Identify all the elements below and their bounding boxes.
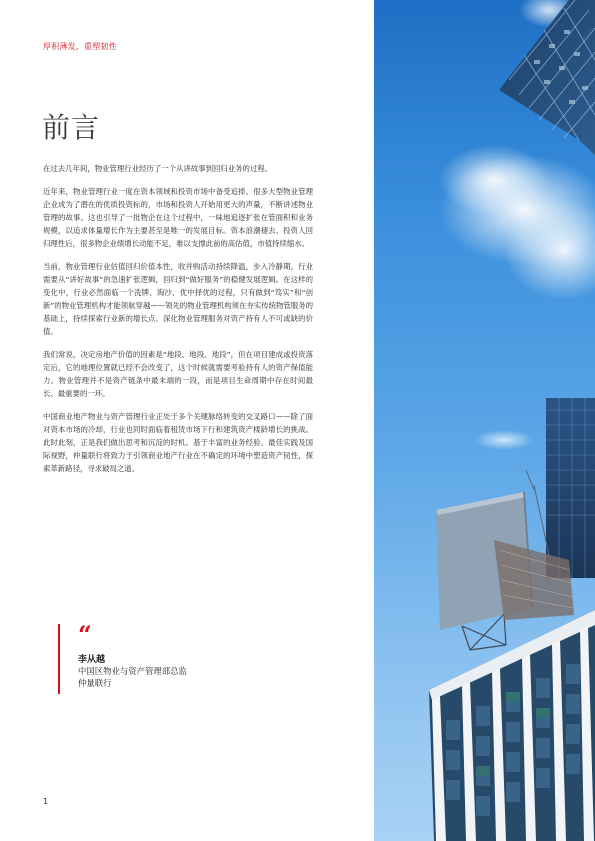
paragraph: 在过去几年间，物业管理行业经历了一个从讲故事到回归业务的过程。	[43, 164, 273, 173]
city-skyline-photo	[374, 0, 595, 841]
paragraph: 近年来，物业管理行业一度在资本领域和投资市场中备受追捧。很多大型物业管理企业成为了潜在的优质投资标的，市场和投资人开始用更大的声量，不断讲述物业管理的故事。这也引导了一批物企在这个过程中，一味地追逐扩张在管面积和业务规模，以追求体量增长作为主要甚至是唯一的发展目标。资本浪潮褪去、投资人回归理性后，很多物企业绩增长动能不足，难以支撑此前的高估值，市值持续缩水。	[43, 187, 313, 248]
skyline-illustration	[374, 0, 595, 841]
header-tagline: 厚积薄发，重塑韧性	[43, 42, 117, 51]
page-number: 1	[43, 797, 49, 806]
quote-author-company: 仲量联行	[78, 678, 112, 688]
body-text	[43, 162, 313, 485]
quote-author-name: 李从越	[78, 655, 106, 665]
paragraph: 中国商业地产物业与资产管理行业正处于多个关键脉络转变的交叉路口——除了面对资本市场的冷却，行业也同时面临着租赁市场下行和建筑资产楼龄增长的挑战。此时此刻，正是我们做出思考和沉淀的时机。基于丰富的业务经验、最佳实践及国际视野，仲量联行将致力于引领商业地产行业在不确定的环境中塑造资产韧性，探索革新路径，寻求破局之道。	[43, 412, 313, 473]
paragraph: 我们常说，决定房地产价值的因素是“地段、地段、地段”，但在项目建成或投资落定后，它的地理位置就已经不会改变了，这个时候就需要考验持有人的资产保值能力。物业管理并不是资产链条中最末端的一段，而是项目生命周期中存在时间最长、最重要的一环。	[43, 350, 313, 398]
page-title: 前言	[42, 111, 101, 144]
quote-author-role: 中国区物业与资产管理部总监	[78, 666, 187, 676]
quote-mark-icon: “	[78, 620, 92, 649]
paragraph: 当前，物业管理行业估值回归价值本性，收并购活动持续降温，步入冷静期。行业需要从“讲好故事”的急速扩张逻辑，回归到“做好服务”的稳健发展逻辑。在这样的变化中，行业必然面临一个洗牌、淘沙、优中择优的过程，只有做到“笃实”和“创新”的物业管理机构才能领航穿越——领先的物业管理机构须在夯实传统物管服务的基础上，持续探索行业新的增长点、深化物业管理服务对资产持有人不可或缺的价值。	[43, 262, 313, 336]
quote-block	[58, 620, 278, 694]
